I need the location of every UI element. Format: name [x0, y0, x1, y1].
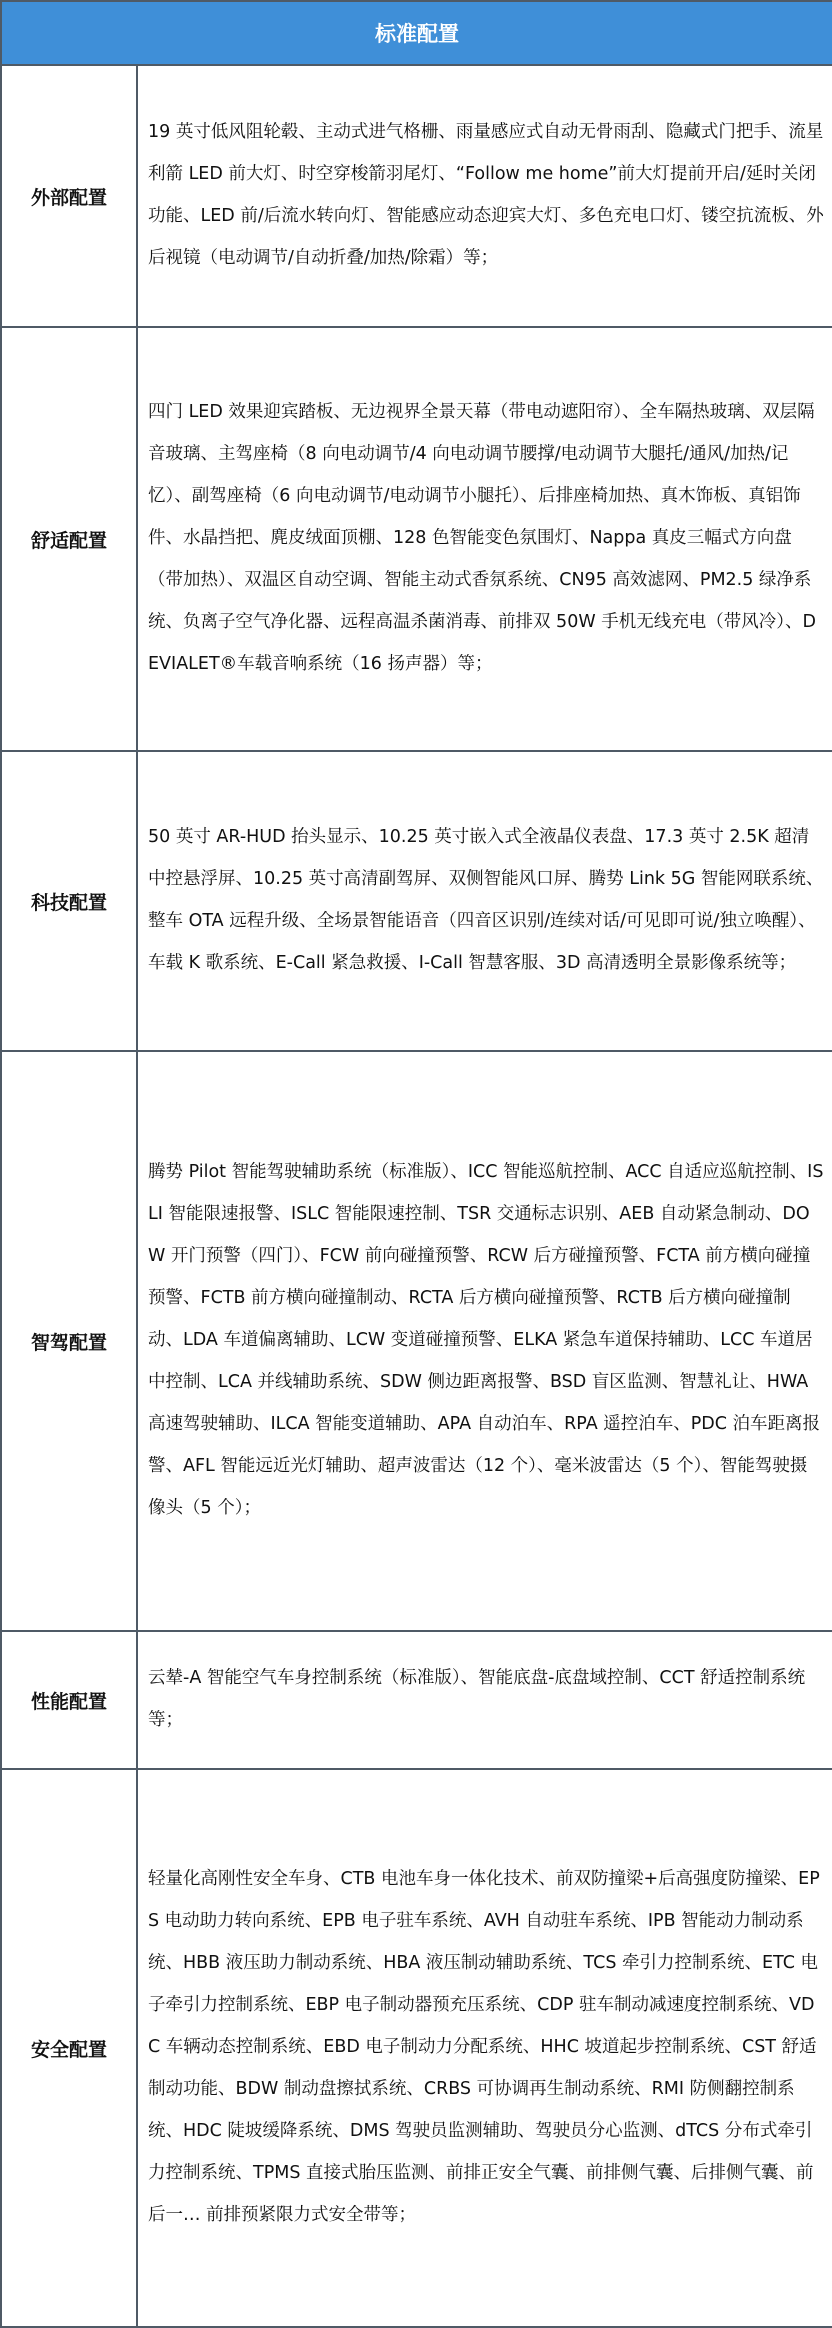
- table-row-performance: [1, 1631, 832, 1769]
- category-label-adas: 智驾配置: [1, 1051, 137, 1631]
- category-content-tech: 50 英寸 AR-HUD 抬头显示、10.25 英寸嵌入式全液晶仪表盘、17.3 英寸 2.5K 超清中控悬浮屏、10.25 英寸高清副驾屏、双侧智能风口屏、腾势 Link 5G 智能网联系统、整车 OTA 远程升级、全场景智能语音（四音区识别/连续对话/可见即可说/独立唤醒）、车载 K 歌系统、E-Call 紧急救援、I-Call 智慧客服、3D 高清透明全景影像系统等；: [137, 751, 832, 1051]
- category-content-comfort: 四门 LED 效果迎宾踏板、无边视界全景天幕（带电动遮阳帘）、全车隔热玻璃、双层隔音玻璃、主驾座椅（8 向电动调节/4 向电动调节腰撑/电动调节大腿托/通风/加热/记忆）、副驾座椅（6 向电动调节/电动调节小腿托）、后排座椅加热、真木饰板、真铝饰件、水晶挡把、麂皮绒面顶棚、128 色智能变色氛围灯、Nappa 真皮三幅式方向盘（带加热）、双温区自动空调、智能主动式香氛系统、CN95 高效滤网、PM2.5 绿净系统、负离子空气净化器、远程高温杀菌消毒、前排双 50W 手机无线充电（带风冷）、DEVIALET®车载音响系统（16 扬声器）等；: [137, 327, 832, 751]
- category-label-exterior: 外部配置: [1, 65, 137, 327]
- category-label-safety: 安全配置: [1, 1769, 137, 2327]
- category-content-safety: 轻量化高刚性安全车身、CTB 电池车身一体化技术、前双防撞梁+后高强度防撞梁、EPS 电动助力转向系统、EPB 电子驻车系统、AVH 自动驻车系统、IPB 智能动力制动系统、HBB 液压助力制动系统、HBA 液压制动辅助系统、TCS 牵引力控制系统、ETC 电子牵引力控制系统、EBP 电子制动器预充压系统、CDP 驻车制动减速度控制系统、VDC 车辆动态控制系统、EBD 电子制动力分配系统、HHC 坡道起步控制系统、CST 舒适制动功能、BDW 制动盘擦拭系统、CRBS 可协调再生制动系统、RMI 防侧翻控制系统、HDC 陡坡缓降系统、DMS 驾驶员监测辅助、驾驶员分心监测、dTCS 分布式牵引力控制系统、TPMS 直接式胎压监测、前排正安全气囊、前排侧气囊、后排侧气囊、前后一… 前排预紧限力式安全带等；: [137, 1769, 832, 2327]
- table-row-exterior: [1, 65, 832, 327]
- category-label-performance: 性能配置: [1, 1631, 137, 1769]
- table-row-safety: [1, 1769, 832, 2327]
- category-content-adas: 腾势 Pilot 智能驾驶辅助系统（标准版）、ICC 智能巡航控制、ACC 自适应巡航控制、ISLI 智能限速报警、ISLC 智能限速控制、TSR 交通标志识别、AEB 自动紧急制动、DOW 开门预警（四门）、FCW 前向碰撞预警、RCW 后方碰撞预警、FCTA 前方横向碰撞预警、FCTB 前方横向碰撞制动、RCTA 后方横向碰撞预警、RCTB 后方横向碰撞制动、LDA 车道偏离辅助、LCW 变道碰撞预警、ELKA 紧急车道保持辅助、LCC 车道居中控制、LCA 并线辅助系统、SDW 侧边距离报警、BSD 盲区监测、智慧礼让、HWA 高速驾驶辅助、ILCA 智能变道辅助、APA 自动泊车、RPA 遥控泊车、PDC 泊车距离报警、AFL 智能远近光灯辅助、超声波雷达（12 个）、毫米波雷达（5 个）、智能驾驶摄像头（5 个）；: [137, 1051, 832, 1631]
- category-content-performance: 云辇-A 智能空气车身控制系统（标准版）、智能底盘-底盘域控制、CCT 舒适控制系统等；: [137, 1631, 832, 1769]
- category-content-exterior: 19 英寸低风阻轮毂、主动式进气格栅、雨量感应式自动无骨雨刮、隐藏式门把手、流星利箭 LED 前大灯、时空穿梭箭羽尾灯、“Follow me home”前大灯提前开启/延时关闭功能、LED 前/后流水转向灯、智能感应动态迎宾大灯、多色充电口灯、镂空抗流板、外后视镜（电动调节/自动折叠/加热/除霜）等；: [137, 65, 832, 327]
- table-title: 标准配置: [1, 1, 832, 65]
- table-header-row: [1, 1, 832, 65]
- category-label-comfort: 舒适配置: [1, 327, 137, 751]
- category-label-tech: 科技配置: [1, 751, 137, 1051]
- table-row-tech: [1, 751, 832, 1051]
- table-row-adas: [1, 1051, 832, 1631]
- table-row-comfort: [1, 327, 832, 751]
